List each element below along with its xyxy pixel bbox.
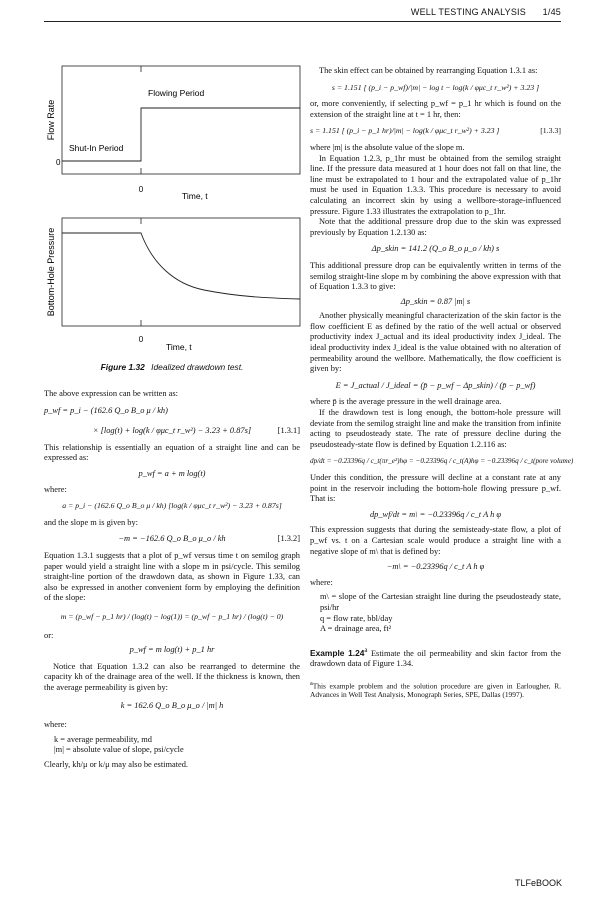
- left-or: or:: [44, 630, 54, 640]
- left-para-2: This relationship is essentially an equation of a straight line and can be expressed as:: [44, 442, 300, 463]
- flow-rate-xlabel: Time, t: [182, 191, 208, 201]
- flow-rate-ylabel: Flow Rate: [46, 99, 56, 141]
- left-para-1: The above expression can be written as:: [44, 389, 178, 398]
- example-text: Estimate the oil permeability and skin factor from the drawdown data of Figure 1.34.: [310, 648, 562, 669]
- pressure-xlabel: Time, t: [166, 342, 192, 352]
- right-eq-1: s = 1.151 [ (p_i − p_wf)/|m| − log t − log(k / φμc_t r_w²) + 3.23 ]: [331, 82, 540, 92]
- right-para-9: If the drawdown test is long enough, the bottom-hole pressure will deviate from the semilog straight line and make the transition from infinite acting to pseudosteady state. The rate of pressure decline during the pseudosteady-state flow is defined by Equation 1.2.116 as:: [310, 408, 561, 449]
- header-rule: [44, 21, 561, 22]
- footer-watermark: TLFeBOOK: [514, 878, 562, 888]
- left-eq-4: −m = −162.6 Q_o B_o μ_o / kh: [118, 534, 226, 544]
- flowing-period-label: Flowing Period: [148, 88, 205, 98]
- right-eq-4: Δp_skin = 0.87 |m| s: [400, 296, 471, 306]
- left-eq-1b: × [log(t) + log(k / φμc_t r_w²) − 3.23 + 0.87s]: [92, 426, 252, 436]
- running-header: [411, 7, 561, 17]
- left-eq-4-row: [44, 534, 300, 545]
- left-def-2: |m| = absolute value of slope, psi/cycle: [54, 745, 184, 755]
- right-para-2: or, more conveniently, if selecting p_wf = p_1 hr which is found on the extension of the straight line at t = 1 hr, then:: [310, 99, 561, 119]
- page-number: 1/45: [542, 7, 561, 17]
- left-para-5: Notice that Equation 1.3.2 can also be rearranged to determine the capacity kh of the drainage area of the well. If the thickness is known, then the average permeability is given by:: [44, 661, 300, 692]
- right-eq-2: s = 1.151 [ (p_i − p_1 hr)/|m| − log(k / φμc_t r_w²) + 3.23 ]: [310, 126, 500, 136]
- right-def-3: A = drainage area, ft²: [320, 624, 392, 634]
- left-definitions: [44, 735, 300, 756]
- figure-caption: [44, 362, 300, 372]
- left-eq-3: a = p_i − (162.6 Q_o B_o μ / kh) [log(k / φμc_t r_w²) − 3.23 + 0.87s]: [62, 501, 282, 511]
- flow-rate-plot-frame: [62, 66, 300, 174]
- flow-rate-zero-y: 0: [56, 158, 61, 167]
- right-eq-6: dp/dt = −0.23396q / c_t(πr_e²)hφ = −0.23396q / c_t(A)hφ = −0.23396q / c_t(pore volume): [310, 457, 574, 466]
- left-eq-1b-row: [44, 426, 300, 437]
- right-def-2: q = flow rate, bbl/day: [320, 613, 393, 623]
- right-para-11: This expression suggests that during the semisteady-state flow, a plot of p_wf vs. t on a Cartesian scale would produce a straight line with a negative slope of m\ that is defined by:: [310, 525, 561, 556]
- right-eq-2-number: [1.3.3]: [540, 126, 561, 136]
- left-eq-4-number: [1.3.2]: [277, 534, 300, 544]
- left-where-1: where:: [44, 484, 67, 494]
- right-eq-2-row: [310, 126, 561, 137]
- right-eq-5: E = J_actual / J_ideal = (p̄ − p_wf − Δp_skin) / (p̄ − p_wf): [335, 380, 536, 390]
- right-column: [310, 66, 574, 700]
- figure-caption-number: Figure 1.32: [100, 362, 145, 372]
- pressure-ylabel: Bottom-Hole Pressure: [46, 227, 56, 317]
- footnote: [310, 680, 561, 699]
- right-para-7: Another physically meaningful characterization of the skin factor is the flow coefficient E as defined by the ratio of the well actual or observed productivity index J_actual and its ideal productivity index J_ideal. The ideal productivity index J_ideal is the value obtained with no alteration of permeability around the wellbore. Mathematically, the flow coefficient is given by:: [310, 311, 561, 374]
- flow-rate-step-line: [62, 108, 300, 161]
- right-para-8: where p̄ is the average pressure in the well drainage area.: [310, 397, 502, 407]
- figure-caption-text: Idealized drawdown test.: [151, 362, 244, 372]
- right-def-1: m\ = slope of the Cartesian straight line during the pseudosteady state, psi/hr: [320, 592, 561, 612]
- right-eq-8: −m\ = −0.23396q / c_t A h φ: [386, 562, 485, 572]
- pressure-zero-x: 0: [138, 335, 144, 344]
- right-eq-3: Δp_skin = 141.2 (Q_o B_o μ_o / kh) s: [371, 244, 500, 254]
- left-column: [44, 389, 300, 770]
- footnote-text: This example problem and the solution procedure are given in Earlougher, R. Advances in Well Test Analysis, Monograph Series, SPE, Dallas (1997).: [310, 681, 561, 700]
- example-1-24: [310, 645, 561, 670]
- example-superscript: a: [364, 645, 368, 654]
- flow-rate-zero-x: 0: [138, 185, 144, 194]
- footnote-superscript: a: [310, 680, 313, 687]
- left-eq-7: k = 162.6 Q_o B_o μ_o / |m| h: [120, 701, 224, 711]
- pressure-decline-curve: [62, 233, 300, 299]
- right-where: where:: [310, 577, 333, 587]
- right-definitions: [310, 592, 561, 634]
- left-eq-5: m = (p_wf − p_1 hr) / (log(t) − log(1)) = (p_wf − p_1 hr) / (log(t) − 0): [60, 611, 284, 621]
- left-eq-2: p_wf = a + m log(t): [138, 468, 206, 478]
- right-eq-7: dp_wf/dt = m\ = −0.23396q / c_t A h φ: [369, 509, 502, 519]
- right-para-10: Under this condition, the pressure will decline at a constant rate at any point in the reservoir including the bottom-hole flowing pressure p_wf. That is:: [310, 473, 561, 504]
- shut-in-period-label: Shut-In Period: [69, 143, 124, 153]
- pressure-plot-frame: [62, 218, 300, 326]
- left-where-2: where:: [44, 720, 67, 730]
- left-para-3: and the slope m is given by:: [44, 517, 138, 527]
- right-para-4: In Equation 1.2.3, p_1hr must be obtained from the semilog straight line. If the pressure data measured at 1 hour does not fall on that line, the line must be extrapolated to 1 hour and the extrapolated value of p_1hr must be used in Equation 1.3.3. This procedure is necessary to avoid calculating an incorrect skin by using a wellbore-storage-influenced pressure. Figure 1.33 illustrates the extrapolation to p_1hr.: [310, 153, 561, 216]
- left-para-6: Clearly, kh/μ or k/μ may also be estimated.: [44, 759, 189, 769]
- left-eq-1-number: [1.3.1]: [277, 426, 300, 436]
- header-title: WELL TESTING ANALYSIS: [410, 7, 526, 17]
- example-label: Example 1.24: [310, 647, 365, 658]
- left-eq-1a: p_wf = p_i − (162.6 Q_o B_o μ / kh): [44, 405, 168, 415]
- left-para-4: Equation 1.3.1 suggests that a plot of p_wf versus time t on semilog graph paper would yield a straight line with a slope m in psi/cycle. This semilog straight-line portion of the drawdown data, as shown in Figure 1.33, can also be expressed in another convenient form by employing the definition of the slope:: [44, 550, 300, 603]
- right-para-5: Note that the additional pressure drop due to the skin was expressed previously by Equation 1.2.130 as:: [310, 217, 561, 237]
- right-para-6: This additional pressure drop can be equivalently written in terms of the semilog straight-line slope m by combining the above expression with that of Equation 1.3.3 to give:: [310, 260, 561, 292]
- figure-1-32: [44, 58, 304, 358]
- right-para-1: The skin effect can be obtained by rearranging Equation 1.3.1 as:: [319, 66, 538, 75]
- left-eq-6: p_wf = m log(t) + p_1 hr: [129, 645, 215, 655]
- left-def-1: k = average permeability, md: [54, 734, 152, 744]
- right-para-3: where |m| is the absolute value of the slope m.: [310, 142, 465, 152]
